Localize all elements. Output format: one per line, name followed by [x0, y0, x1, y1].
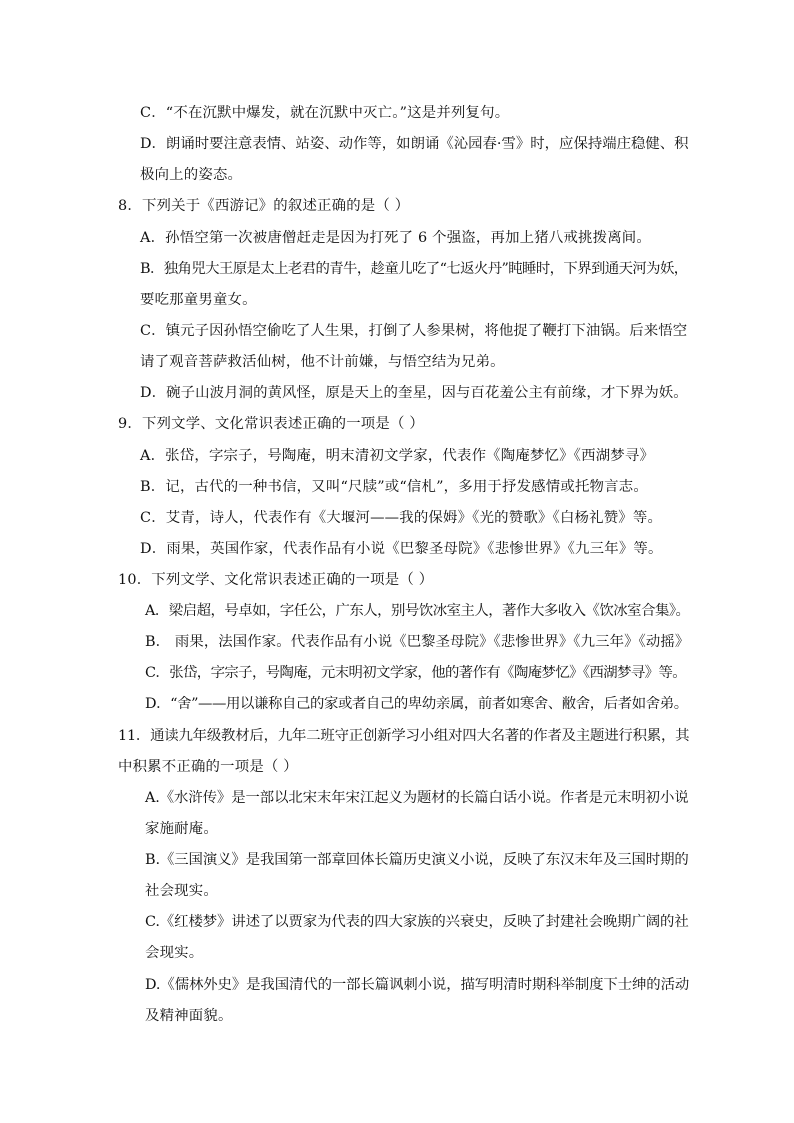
q8-option-b-cont: 要吃那童男童女。	[140, 292, 257, 308]
q7-option-c: C．“不在沉默中爆发，就在沉默中灭亡。”这是并列复句。	[140, 105, 510, 121]
question-8: 8．下列关于《西游记》的叙述正确的是（ ）	[118, 198, 410, 214]
q11-option-c-cont: 会现实。	[145, 945, 204, 961]
q9-option-b: B．记，古代的一种书信，又叫“尺牍”或“信札”，多用于抒发感情或托物言志。	[140, 479, 648, 495]
q11-option-d: D.《儒林外史》是我国清代的一部长篇讽刺小说，描写明清时期科举制度下士绅的活动	[145, 977, 690, 993]
q8-option-b: B．独角兕大王原是太上老君的青牛，趁童儿吃了“七返火丹”盹睡时，下界到通天河为妖，	[140, 261, 688, 277]
q8-option-c: C．镇元子因孙悟空偷吃了人生果，打倒了人参果树，将他捉了鞭打下油锅。后来悟空	[140, 323, 688, 339]
q11-option-c: C.《红楼梦》讲述了以贾家为代表的四大家族的兴衰史，反映了封建社会晚期广阔的社	[145, 914, 689, 930]
question-11: 11．通读九年级教材后，九年二班守正创新学习小组对四大名著的作者及主题进行积累，其	[118, 728, 690, 744]
question-9: 9．下列文学、文化常识表述正确的一项是（ ）	[118, 416, 424, 432]
q11-option-b-cont: 社会现实。	[145, 883, 218, 899]
q9-option-d: D．雨果，英国作家，代表作品有小说《巴黎圣母院》《悲惨世界》《九三年》等。	[140, 541, 663, 557]
question-10: 10．下列文学、文化常识表述正确的一项是（ ）	[118, 572, 434, 588]
q11-option-b: B.《三国演义》是我国第一部章回体长篇历史演义小说，反映了东汉末年及三国时期的	[145, 852, 689, 868]
q9-option-a: A．张岱，字宗子，号陶庵，明末清初文学家，代表作《陶庵梦忆》《西湖梦寻》	[140, 448, 655, 464]
q7-option-d-cont: 极向上的姿态。	[140, 167, 243, 183]
question-11-cont: 中积累不正确的一项是（ ）	[118, 759, 298, 775]
q8-option-c-cont: 请了观音菩萨救活仙树，他不计前嫌，与悟空结为兄弟。	[140, 354, 505, 370]
q10-option-c: C．张岱，字宗子，号陶庵，元末明初文学家，他的著作有《陶庵梦忆》《西湖梦寻》等。	[145, 665, 687, 681]
q10-option-a: A．梁启超，号卓如，字任公，广东人，别号饮冰室主人，著作大多收入《饮冰室合集》。	[145, 603, 690, 619]
q7-option-d: D．朗诵时要注意表情、站姿、动作等，如朗诵《沁园春·雪》时，应保持端庄稳健、积	[140, 136, 689, 152]
q11-option-a-cont: 家施耐庵。	[145, 821, 218, 837]
q11-option-a: A.《水浒传》是一部以北宋末年宋江起义为题材的长篇白话小说。作者是元末明初小说	[145, 790, 689, 806]
q8-option-d: D．碗子山波月洞的黄风怪，原是天上的奎星，因与百花羞公主有前缘，才下界为妖。	[140, 385, 688, 401]
q10-option-b: B． 雨果，法国作家。代表作品有小说《巴黎圣母院》《悲惨世界》《九三年》《动摇》	[145, 634, 690, 650]
q8-option-a: A．孙悟空第一次被唐僧赶走是因为打死了 6 个强盗，再加上猪八戒挑拨离间。	[140, 230, 651, 246]
q9-option-c: C．艾青，诗人，代表作有《大堰河——我的保姆》《光的赞歌》《白杨礼赞》等。	[140, 510, 663, 526]
q11-option-d-cont: 及精神面貌。	[145, 1008, 233, 1024]
q10-option-d: D．“舍”——用以谦称自己的家或者自己的卑幼亲属，前者如寒舍、敝舍，后者如舍弟。	[145, 696, 688, 712]
